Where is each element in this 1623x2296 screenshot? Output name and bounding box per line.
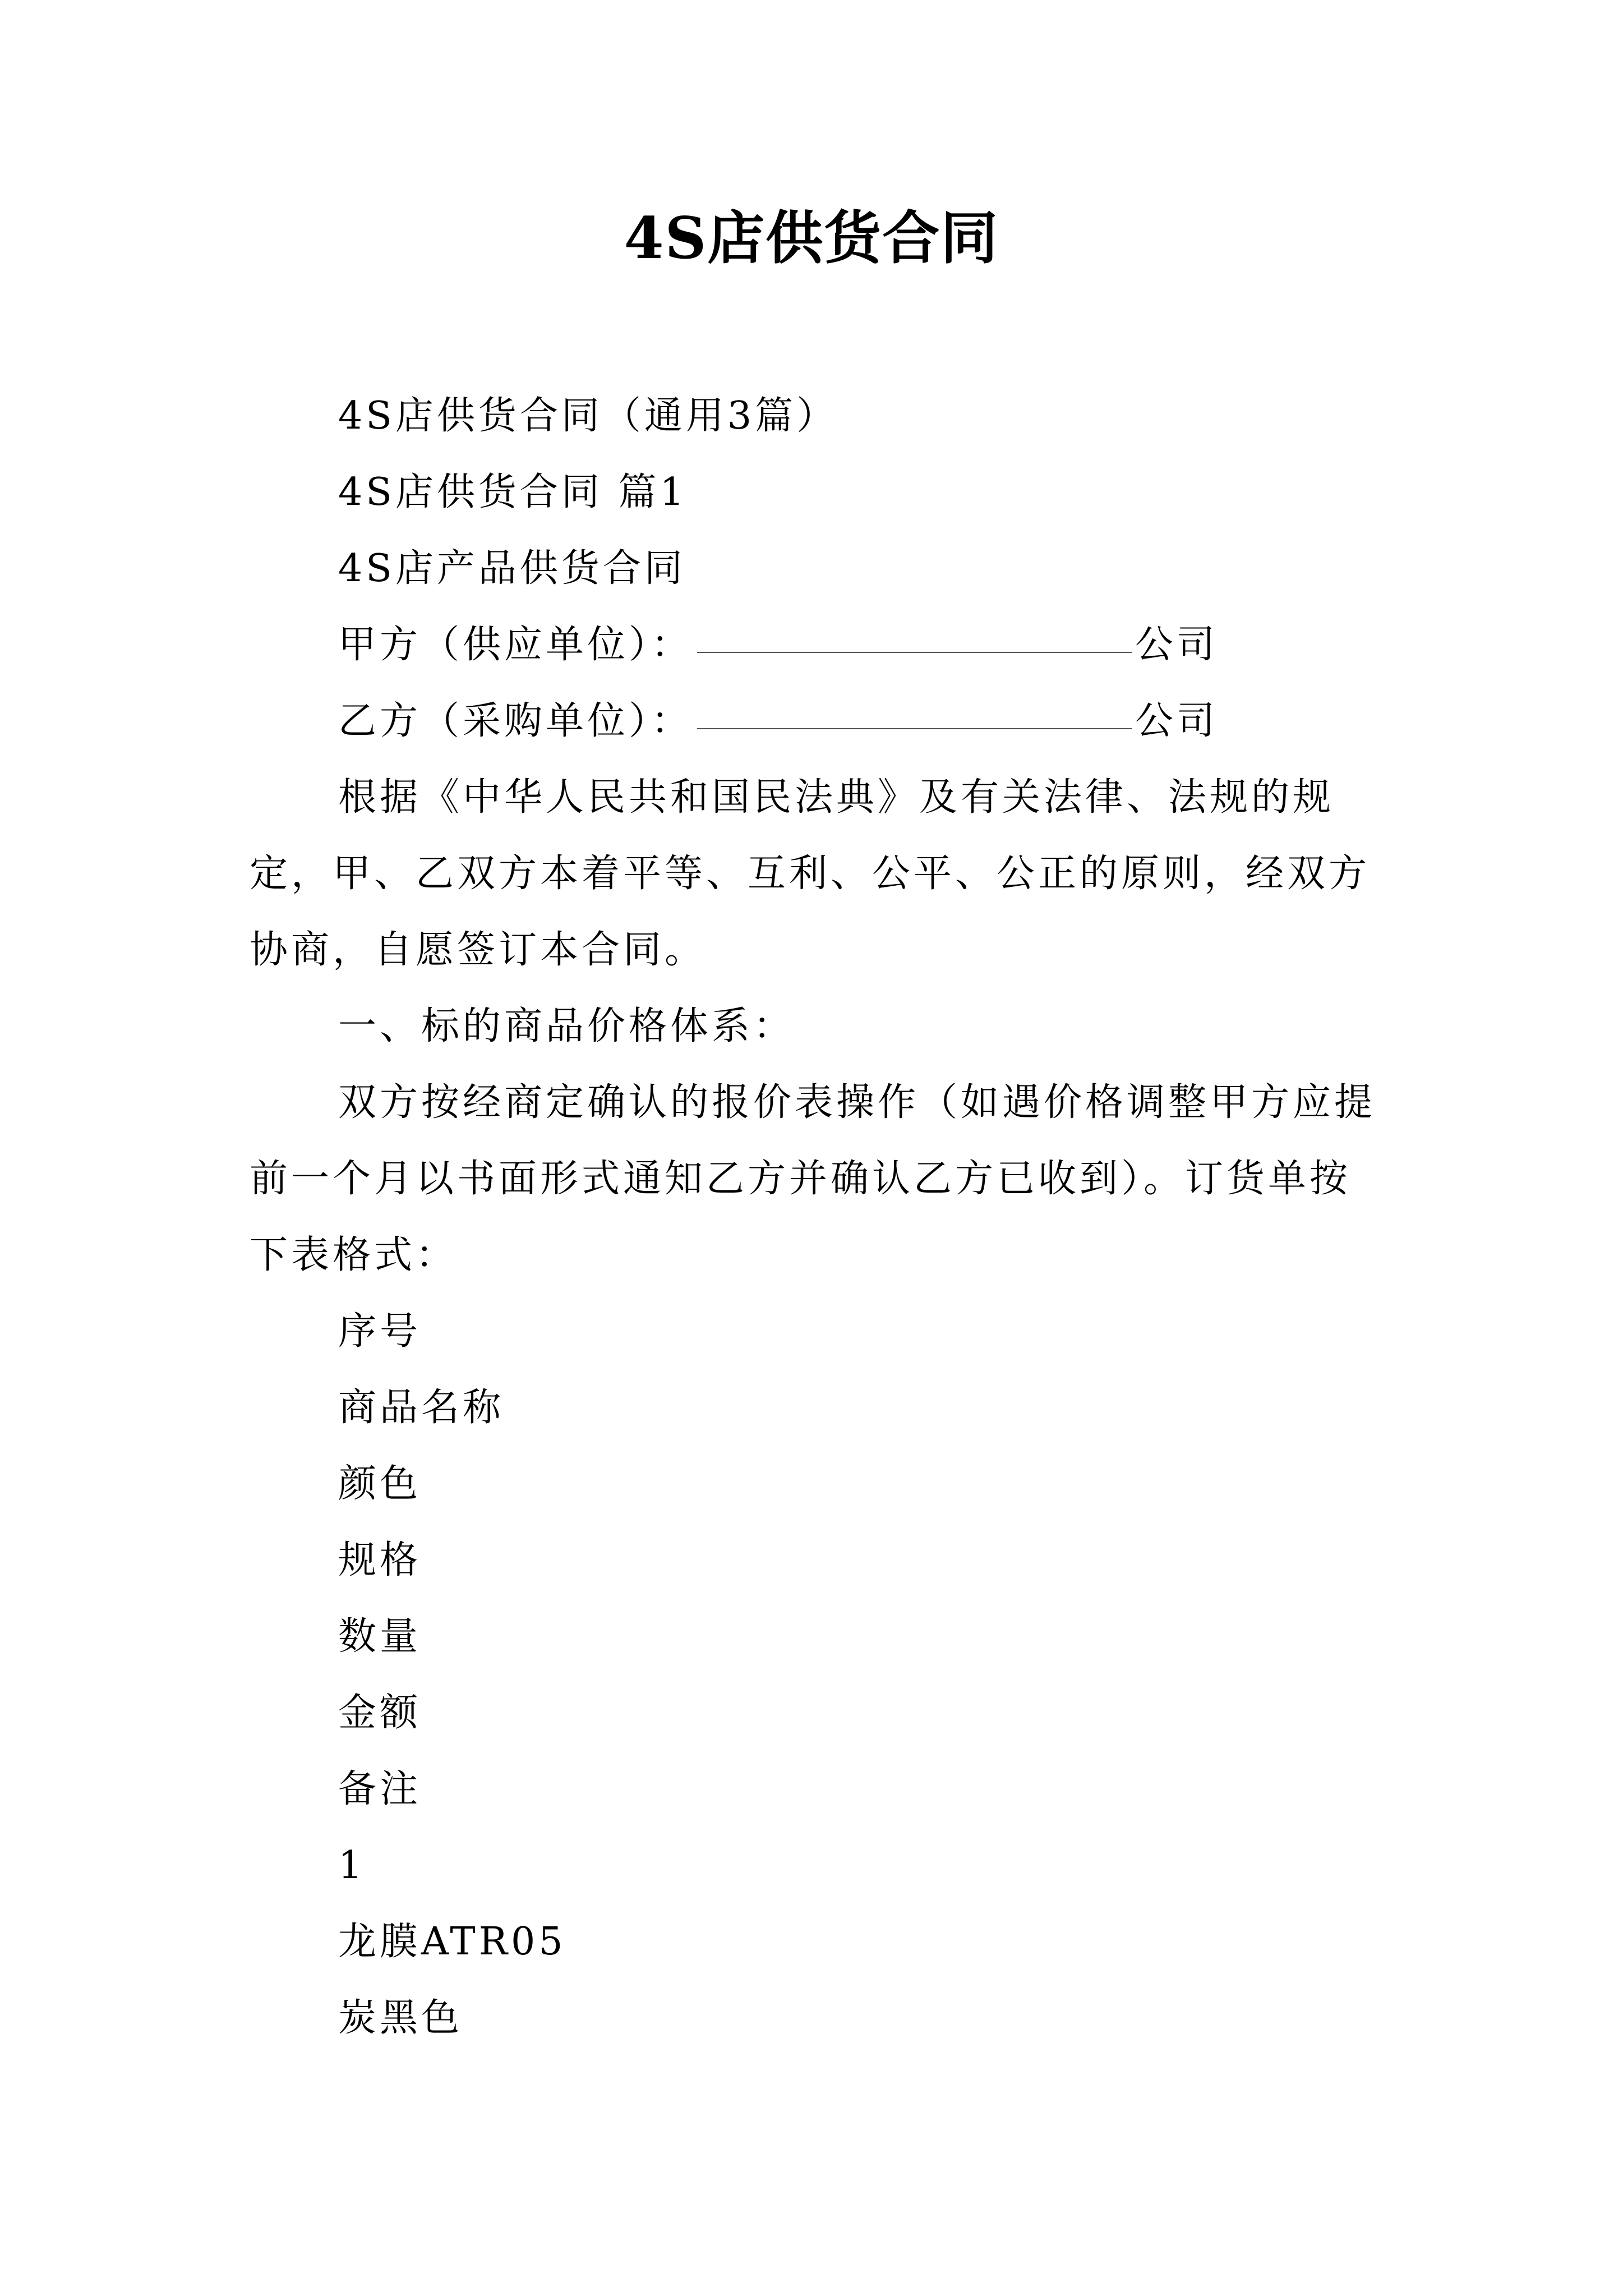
table-cell: 1 [338, 1843, 366, 1888]
party-a-line [250, 607, 1388, 683]
party-a-suffix: 公司 [1135, 623, 1219, 667]
table-header-cell: 金额 [338, 1691, 422, 1735]
document-title: 4S店供货合同 [624, 205, 999, 272]
party-a-blank [697, 651, 1132, 653]
party-b-line [250, 683, 1388, 760]
table-header-cell: 商品名称 [338, 1386, 505, 1430]
table-header-cell: 颜色 [338, 1462, 422, 1506]
contract-name: 4S店产品供货合同 [338, 546, 686, 591]
party-b-suffix: 公司 [1135, 699, 1219, 743]
table-header-cell: 备注 [338, 1767, 422, 1811]
clause-1-heading: 一、标的商品价格体系： [338, 1004, 795, 1048]
party-b-blank [697, 727, 1132, 729]
table-header-cell: 数量 [338, 1614, 422, 1659]
table-cell: 龙膜ATR05 [338, 1920, 566, 1964]
clause-1-paragraph: 双方按经商定确认的报价表操作（如遇价格调整甲方应提前一个月以书面形式通知乙方并确认乙方已收到）。订货单按下表格式： [250, 1080, 1376, 1277]
table-header-cell: 规格 [338, 1538, 422, 1582]
intro-paragraph: 根据《中华人民共和国民法典》及有关法律、法规的规定，甲、乙双方本着平等、互利、公平、公正的原则，经双方协商，自愿签订本合同。 [250, 775, 1371, 972]
party-b-label: 乙方（采购单位）： [338, 699, 693, 743]
party-a-label: 甲方（供应单位）： [338, 623, 693, 667]
table-header-cell: 序号 [338, 1309, 422, 1354]
document-body [250, 378, 1388, 2056]
section-title: 4S店供货合同 篇1 [338, 470, 688, 514]
document-subtitle: 4S店供货合同（通用3篇） [338, 394, 838, 438]
table-cell: 炭黑色 [338, 1996, 463, 2040]
